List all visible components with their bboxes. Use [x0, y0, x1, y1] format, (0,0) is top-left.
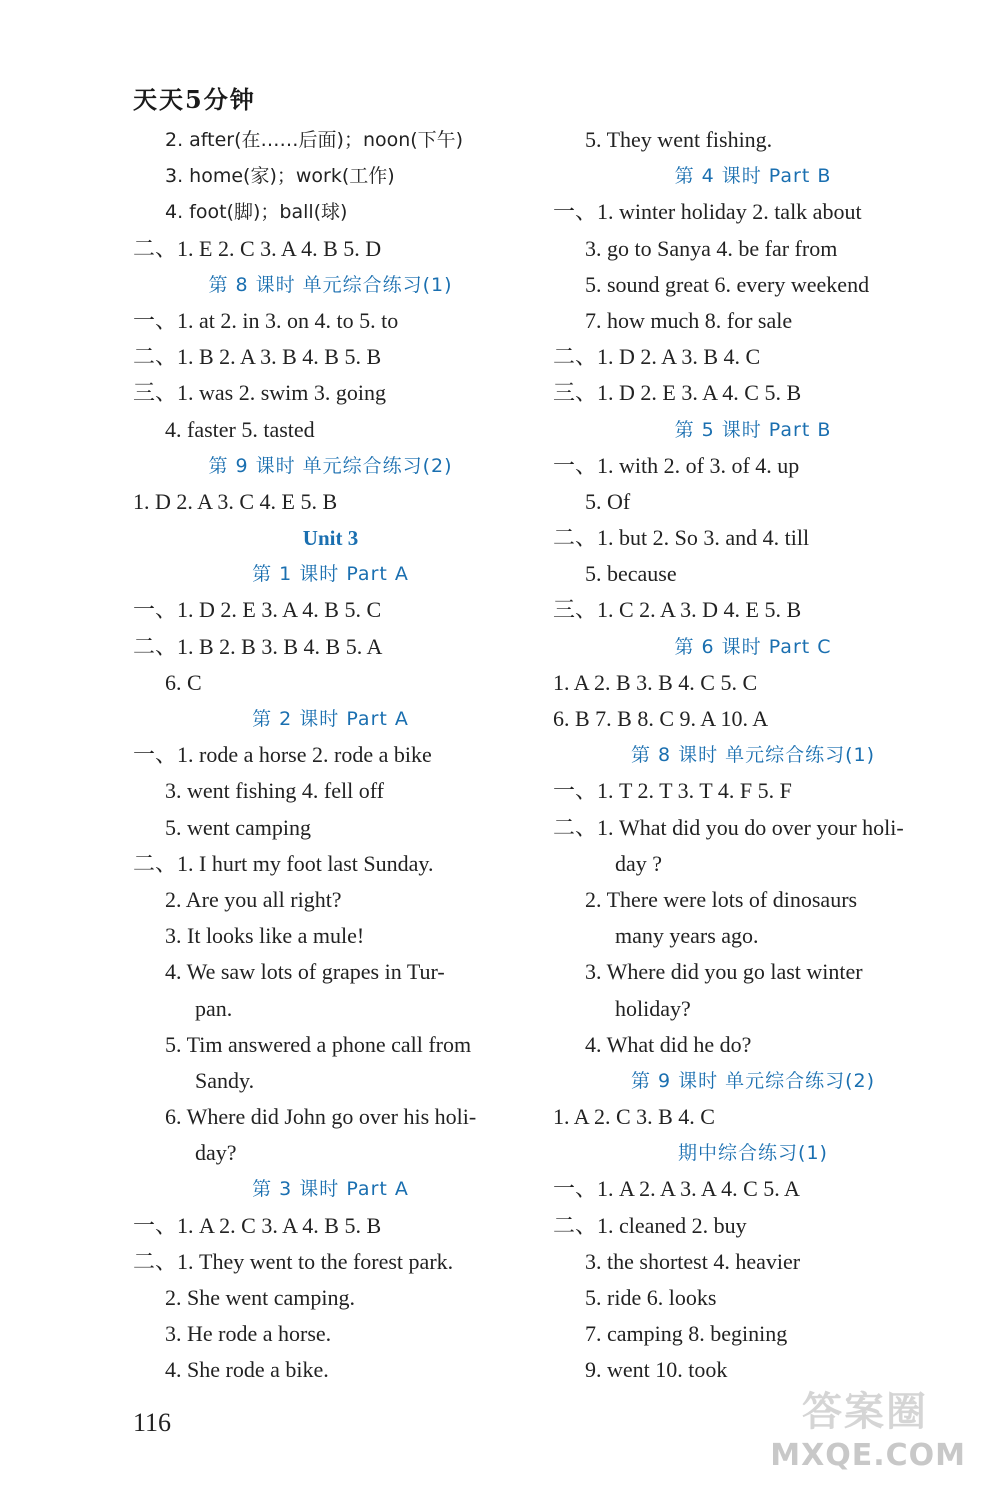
answer-line: 二、1. B 2. B 3. B 4. B 5. A	[133, 633, 383, 659]
answer-line: day?	[195, 1140, 237, 1166]
section-heading: 第 3 课时 Part A	[252, 1178, 409, 1201]
answer-line: 3. He rode a horse.	[165, 1321, 332, 1347]
section-heading: 第 5 课时 Part B	[674, 418, 832, 441]
watermark-logo-text: 答案圈	[802, 1389, 928, 1435]
answer-line: 二、1. E 2. C 3. A 4. B 5. D	[133, 235, 382, 261]
answer-line: 5. went camping	[165, 814, 312, 840]
answer-line: 3. home(家)；work(工作)	[165, 165, 395, 188]
answer-line: 3. the shortest 4. heavier	[585, 1248, 801, 1274]
answer-line: 4. faster 5. tasted	[165, 416, 315, 442]
answer-line: day ?	[615, 850, 663, 876]
answer-line: 二、1. What did you do over your holi-	[553, 814, 904, 840]
section-heading: 第 8 课时 单元综合练习(1)	[630, 744, 876, 767]
answer-line: 2. She went camping.	[165, 1285, 356, 1310]
answer-line: 4. foot(脚)；ball(球)	[165, 201, 348, 224]
answer-line: 3. go to Sanya 4. be far from	[585, 235, 838, 261]
section-heading: 第 9 课时 单元综合练习(2)	[630, 1069, 876, 1092]
answer-line: many years ago.	[615, 923, 759, 949]
answer-line: 3. It looks like a mule!	[165, 923, 365, 949]
answer-line: 3. Where did you go last winter	[585, 959, 863, 985]
answer-line: 5. because	[585, 561, 677, 587]
answer-line: 4. She rode a bike.	[165, 1357, 329, 1383]
answer-line: 一、1. A 2. C 3. A 4. B 5. B	[133, 1212, 382, 1238]
answer-line: 5. sound great 6. every weekend	[585, 271, 870, 297]
section-heading: 第 6 课时 Part C	[674, 635, 832, 658]
answer-line: 一、1. A 2. A 3. A 4. C 5. A	[553, 1176, 800, 1202]
answer-line: 6. C	[165, 669, 202, 695]
answer-line: 1. A 2. C 3. B 4. C	[553, 1104, 715, 1130]
watermark-url: MXQE.COM	[770, 1438, 966, 1473]
section-heading: 第 8 课时 单元综合练习(1)	[208, 273, 453, 296]
answer-line: 5. Of	[585, 488, 631, 514]
answer-line: 1. A 2. B 3. B 4. C 5. C	[553, 669, 758, 695]
answer-line: 5. Tim answered a phone call from	[165, 1031, 472, 1057]
section-heading: 期中综合练习(1)	[678, 1142, 828, 1165]
page-number: 116	[133, 1408, 172, 1437]
answer-line: 三、1. was 2. swim 3. going	[133, 380, 387, 406]
answer-line: 二、1. They went to the forest park.	[133, 1248, 454, 1274]
answer-line: 7. how much 8. for sale	[585, 307, 793, 333]
answer-line: pan.	[195, 995, 233, 1021]
section-heading: Unit 3	[302, 526, 359, 551]
left-column	[133, 122, 528, 1389]
answer-line: 5. They went fishing.	[585, 127, 773, 152]
answer-line: 一、1. at 2. in 3. on 4. to 5. to	[133, 307, 399, 333]
watermark	[770, 1389, 988, 1487]
answer-line: 4. We saw lots of grapes in Tur-	[165, 959, 445, 985]
answer-line: 二、1. D 2. A 3. B 4. C	[553, 344, 761, 370]
answer-line: 9. went 10. took	[585, 1357, 728, 1383]
answer-line: 6. Where did John go over his holi-	[165, 1104, 477, 1130]
answer-line: holiday?	[615, 995, 691, 1021]
answer-line: 二、1. cleaned 2. buy	[553, 1212, 747, 1238]
right-column	[553, 122, 953, 1389]
answer-line: 2. after(在……后面)；noon(下午)	[165, 129, 464, 151]
book-title: 天天5分钟	[133, 85, 256, 114]
answer-line: 一、1. winter holiday 2. talk about	[553, 199, 862, 225]
answer-line: 5. ride 6. looks	[585, 1285, 717, 1310]
answer-line: Sandy.	[195, 1067, 255, 1093]
answer-line: 一、1. T 2. T 3. T 4. F 5. F	[553, 778, 792, 804]
answer-line: 二、1. I hurt my foot last Sunday.	[133, 850, 434, 876]
answer-line: 7. camping 8. begining	[585, 1321, 788, 1347]
section-heading: 第 4 课时 Part B	[674, 165, 832, 188]
answer-line: 一、1. with 2. of 3. of 4. up	[553, 452, 800, 478]
answer-line: 三、1. C 2. A 3. D 4. E 5. B	[553, 597, 802, 623]
answer-line: 2. There were lots of dinosaurs	[585, 886, 858, 912]
answer-line: 二、1. but 2. So 3. and 4. till	[553, 525, 810, 551]
answer-line: 2. Are you all right?	[165, 886, 342, 912]
answer-line: 三、1. D 2. E 3. A 4. C 5. B	[553, 380, 802, 406]
section-heading: 第 9 课时 单元综合练习(2)	[208, 454, 453, 477]
answer-line: 二、1. B 2. A 3. B 4. B 5. B	[133, 344, 382, 370]
answer-line: 1. D 2. A 3. C 4. E 5. B	[133, 488, 338, 514]
section-heading: 第 2 课时 Part A	[252, 708, 409, 730]
answer-line: 6. B 7. B 8. C 9. A 10. A	[553, 706, 769, 731]
answer-line: 一、1. rode a horse 2. rode a bike	[133, 742, 432, 768]
answer-line: 4. What did he do?	[585, 1031, 752, 1057]
answer-line: 一、1. D 2. E 3. A 4. B 5. C	[133, 597, 382, 623]
section-heading: 第 1 课时 Part A	[252, 563, 409, 586]
answer-line: 3. went fishing 4. fell off	[165, 778, 384, 804]
